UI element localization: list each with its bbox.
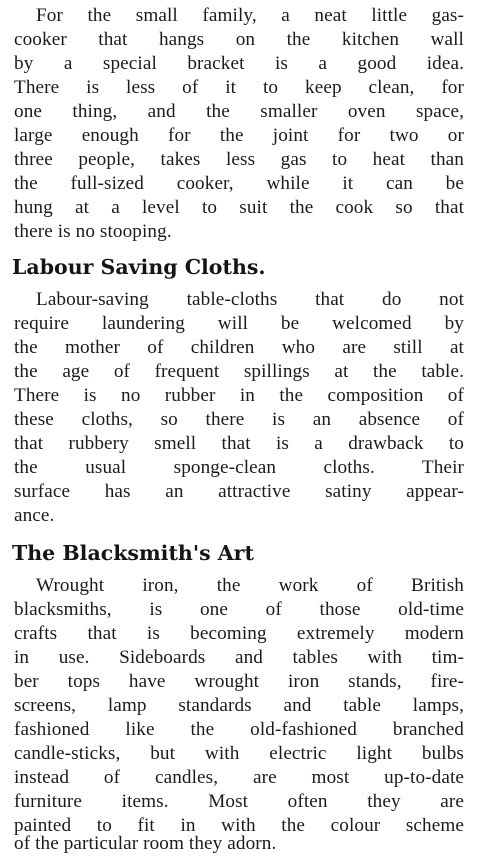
- paragraph-3-line-7: fashioned like the old-fashioned branched: [14, 719, 464, 740]
- paragraph-2-line-1: Labour-saving table-cloths that do not: [36, 289, 464, 310]
- paragraph-2-line-6: these cloths, so there is an absence of: [14, 409, 464, 430]
- paragraph-2-line-3: the mother of children who are still at: [14, 337, 464, 358]
- paragraph-2-line-2: require laundering will be welcomed by: [14, 313, 464, 334]
- paragraph-3-line-3: crafts that is becoming extremely modern: [14, 623, 464, 644]
- paragraph-3-line-9: instead of candles, are most up-to-date: [14, 767, 464, 788]
- paragraph-3-line-8: candle-sticks, but with electric light bulbs: [14, 743, 464, 764]
- paragraph-3-line-10: furniture items. Most often they are: [14, 791, 464, 812]
- paragraph-2-line-4: the age of frequent spillings at the table.: [14, 361, 464, 382]
- paragraph-3-line-2: blacksmiths, is one of those old-time: [14, 599, 464, 620]
- paragraph-2-line-10: ance.: [14, 505, 55, 526]
- paragraph-2-line-5: There is no rubber in the composition of: [14, 385, 464, 406]
- paragraph-1-line-5: one thing, and the smaller oven space,: [14, 101, 464, 122]
- paragraph-2-line-8: the usual sponge-clean cloths. Their: [14, 457, 464, 478]
- paragraph-3-line-1: Wrought iron, the work of British: [36, 575, 464, 596]
- paragraph-1-line-10: there is no stooping.: [14, 221, 172, 242]
- paragraph-1-line-3: by a special bracket is a good idea.: [14, 53, 464, 74]
- heading-labour-saving-cloths: Labour Saving Cloths.: [12, 255, 266, 279]
- paragraph-1-line-2: cooker that hangs on the kitchen wall: [14, 29, 464, 50]
- paragraph-1-line-1: For the small family, a neat little gas-: [36, 5, 464, 26]
- paragraph-2-line-9: surface has an attractive satiny appear-: [14, 481, 464, 502]
- paragraph-3-line-6: screens, lamp standards and table lamps,: [14, 695, 464, 716]
- paragraph-1-line-9: hung at a level to suit the cook so that: [14, 197, 464, 218]
- paragraph-1-line-7: three people, takes less gas to heat than: [14, 149, 464, 170]
- paragraph-2-line-7: that rubbery smell that is a drawback to: [14, 433, 464, 454]
- paragraph-1-line-8: the full-sized cooker, while it can be: [14, 173, 464, 194]
- paragraph-3-line-4: in use. Sideboards and tables with tim-: [14, 647, 464, 668]
- heading-blacksmiths-art: The Blacksmith's Art: [12, 541, 254, 565]
- paragraph-3-line-12: of the particular room they adorn.: [14, 833, 277, 854]
- paragraph-1-line-6: large enough for the joint for two or: [14, 125, 464, 146]
- paragraph-3-line-11: painted to fit in with the colour scheme: [14, 815, 464, 836]
- paragraph-1-line-4: There is less of it to keep clean, for: [14, 77, 464, 98]
- paragraph-3-line-5: ber tops have wrought iron stands, fire-: [14, 671, 464, 692]
